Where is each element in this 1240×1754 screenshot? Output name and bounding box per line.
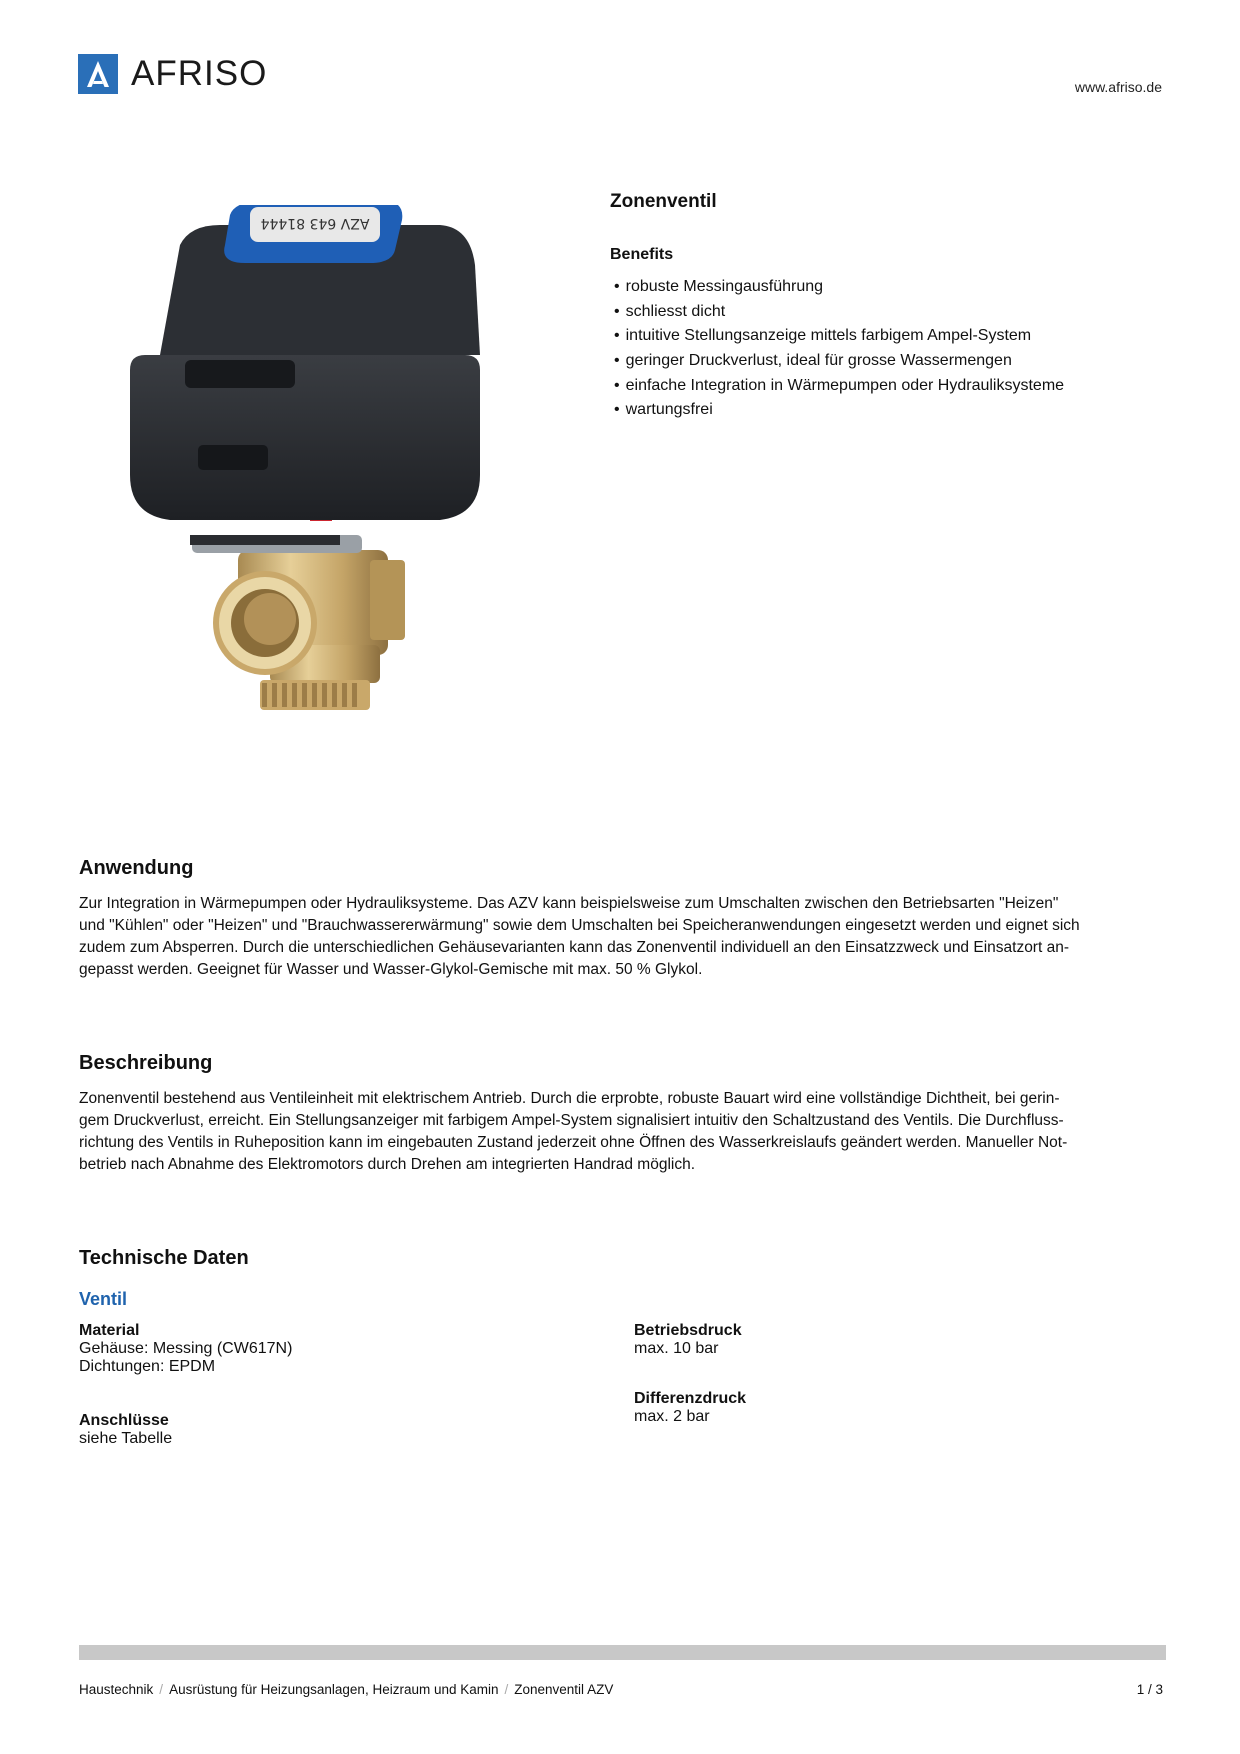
spec-label: Differenzdruck xyxy=(634,1390,747,1407)
text-line: gem Druckverlust, erreicht. Ein Stellungsanzeiger mit farbigem Ampel-System signalisiert intuitiv den Schaltzustand des Ventils. Die Durchfluss- xyxy=(79,1112,1064,1129)
spec-value: max. 2 bar xyxy=(634,1408,710,1425)
breadcrumb-item[interactable]: Zonenventil AZV xyxy=(514,1682,614,1697)
spec-anschluesse xyxy=(79,1412,172,1448)
section-heading-beschreibung: Beschreibung xyxy=(79,1052,213,1074)
spec-label: Anschlüsse xyxy=(79,1412,169,1429)
list-item: • wartungsfrei xyxy=(614,398,1064,423)
spec-betriebsdruck xyxy=(634,1322,742,1358)
breadcrumb-item[interactable]: Haustechnik xyxy=(79,1682,154,1697)
page-number: 1 / 3 xyxy=(1136,1682,1163,1697)
product-title: Zonenventil xyxy=(610,191,717,212)
beschreibung-text xyxy=(79,1088,1165,1176)
spec-value: siehe Tabelle xyxy=(79,1430,173,1447)
product-image xyxy=(120,205,560,780)
text-line: Zur Integration in Wärmepumpen oder Hydrauliksysteme. Das AZV kann beispielsweise zum Umschalten zwischen den Betriebsarten "Heizen" xyxy=(79,895,1059,912)
breadcrumb-separator: / xyxy=(159,1682,164,1697)
benefits-heading: Benefits xyxy=(610,246,674,263)
list-item: • geringer Druckverlust, ideal für grosse Wassermengen xyxy=(614,349,1064,374)
breadcrumb-item[interactable]: Ausrüstung für Heizungsanlagen, Heizraum und Kamin xyxy=(169,1682,499,1697)
section-heading-anwendung: Anwendung xyxy=(79,857,194,879)
text-line: Zonenventil bestehend aus Ventileinheit mit elektrischem Antrieb. Durch die erprobte, robuste Bauart wird eine vollständige Dichtheit, bei gerin- xyxy=(79,1090,1060,1107)
list-item: • einfache Integration in Wärmepumpen oder Hydrauliksysteme xyxy=(614,374,1064,399)
list-item: • robuste Messingausführung xyxy=(614,275,1064,300)
list-item: • schliesst dicht xyxy=(614,300,1064,325)
anwendung-text xyxy=(79,893,1165,981)
text-line: richtung des Ventils in Ruheposition kann im eingebauten Zustand jederzeit ohne Öffnen des Wasserkreislaufs geändert werden. Manueller Not- xyxy=(79,1134,1068,1151)
text-line: zudem zum Absperren. Durch die unterschiedlichen Gehäusevarianten kann das Zonenventil individuell an den Einsatzzweck und Einsatzort an- xyxy=(79,939,1069,956)
brand-logo xyxy=(78,54,267,94)
subheading-ventil: Ventil xyxy=(79,1289,128,1309)
text-line: und "Kühlen" oder "Heizen" und "Brauchwassererwärmung" sowie dem Umschalten bei Speicheranwendungen eingesetzt werden und eignet sich xyxy=(79,917,1080,934)
spec-material xyxy=(79,1322,292,1376)
spec-value: Gehäuse: Messing (CW617N) xyxy=(79,1340,293,1357)
section-heading-technische-daten: Technische Daten xyxy=(79,1247,249,1269)
afriso-logo-icon xyxy=(78,54,118,94)
website-url[interactable]: www.afriso.de xyxy=(1074,79,1162,95)
spec-label: Betriebsdruck xyxy=(634,1322,742,1339)
breadcrumb xyxy=(79,1682,613,1697)
benefits-list xyxy=(614,275,1064,423)
breadcrumb-separator: / xyxy=(504,1682,509,1697)
spec-differenzdruck xyxy=(634,1390,746,1426)
product-label-text: AZV 643 81444 xyxy=(260,215,370,231)
spec-value: Dichtungen: EPDM xyxy=(79,1358,216,1375)
list-item: • intuitive Stellungsanzeige mittels farbigem Ampel-System xyxy=(614,324,1064,349)
footer-divider xyxy=(79,1645,1166,1660)
text-line: gepasst werden. Geeignet für Wasser und Wasser-Glykol-Gemische mit max. 50 % Glykol. xyxy=(79,961,703,978)
text-line: betrieb nach Abnahme des Elektromotors durch Drehen am integrierten Handrad möglich. xyxy=(79,1156,696,1173)
spec-value: max. 10 bar xyxy=(634,1340,719,1357)
spec-label: Material xyxy=(79,1322,140,1339)
brand-name: AFRISO xyxy=(131,54,268,93)
